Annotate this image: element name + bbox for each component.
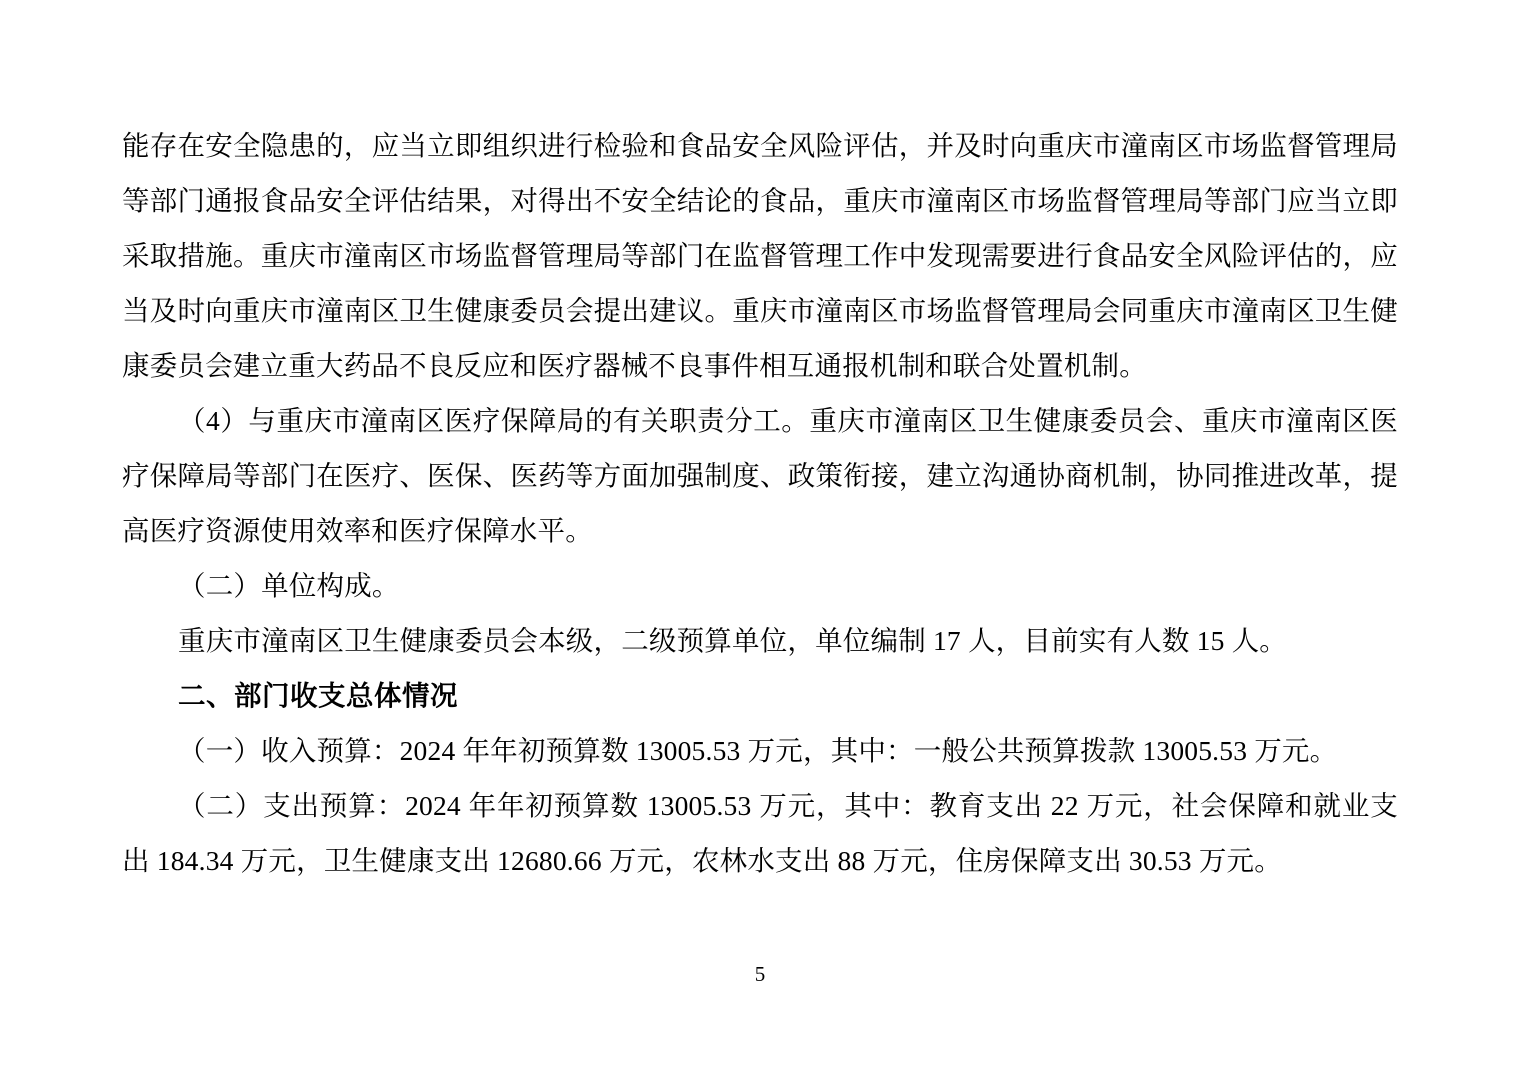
paragraph-revenue-budget: （一）收入预算：2024 年年初预算数 13005.53 万元，其中：一般公共预算拨款 13005.53 万元。 <box>178 735 1338 766</box>
section-heading-department-revenue-expenditure: 二、部门收支总体情况 <box>178 680 458 711</box>
paragraph-continuation: 能存在安全隐患的，应当立即组织进行检验和食品安全风险评估，并及时向重庆市潼南区市场监督管理局等部门通报食品安全评估结果，对得出不安全结论的食品，重庆市潼南区市场监督管理局等部门应当立即采取措施。重庆市潼南区市场监督管理局等部门在监督管理工作中发现需要进行食品安全风险评估的，应当及时向重庆市潼南区卫生健康委员会提出建议。重庆市潼南区市场监督管理局会同重庆市潼南区卫生健康委员会建立重大药品不良反应和医疗器械不良事件相互通报机制和联合处置机制。 <box>122 130 1398 381</box>
paragraph-duty-division-medical-insurance: （4）与重庆市潼南区医疗保障局的有关职责分工。重庆市潼南区卫生健康委员会、重庆市潼南区医疗保障局等部门在医疗、医保、医药等方面加强制度、政策衔接，建立沟通协商机制，协同推进改革，提高医疗资源使用效率和医疗保障水平。 <box>122 405 1398 546</box>
paragraph-unit-composition-detail: 重庆市潼南区卫生健康委员会本级，二级预算单位，单位编制 17 人，目前实有人数 15 人。 <box>178 625 1287 656</box>
page-number: 5 <box>754 962 766 986</box>
paragraph-expenditure-budget: （二）支出预算：2024 年年初预算数 13005.53 万元，其中：教育支出 22 万元，社会保障和就业支出 184.34 万元，卫生健康支出 12680.66 万元，农林水支出 88 万元，住房保障支出 30.53 万元。 <box>122 790 1398 876</box>
document-body <box>122 118 1398 888</box>
paragraph-unit-composition-title: （二）单位构成。 <box>178 570 400 601</box>
